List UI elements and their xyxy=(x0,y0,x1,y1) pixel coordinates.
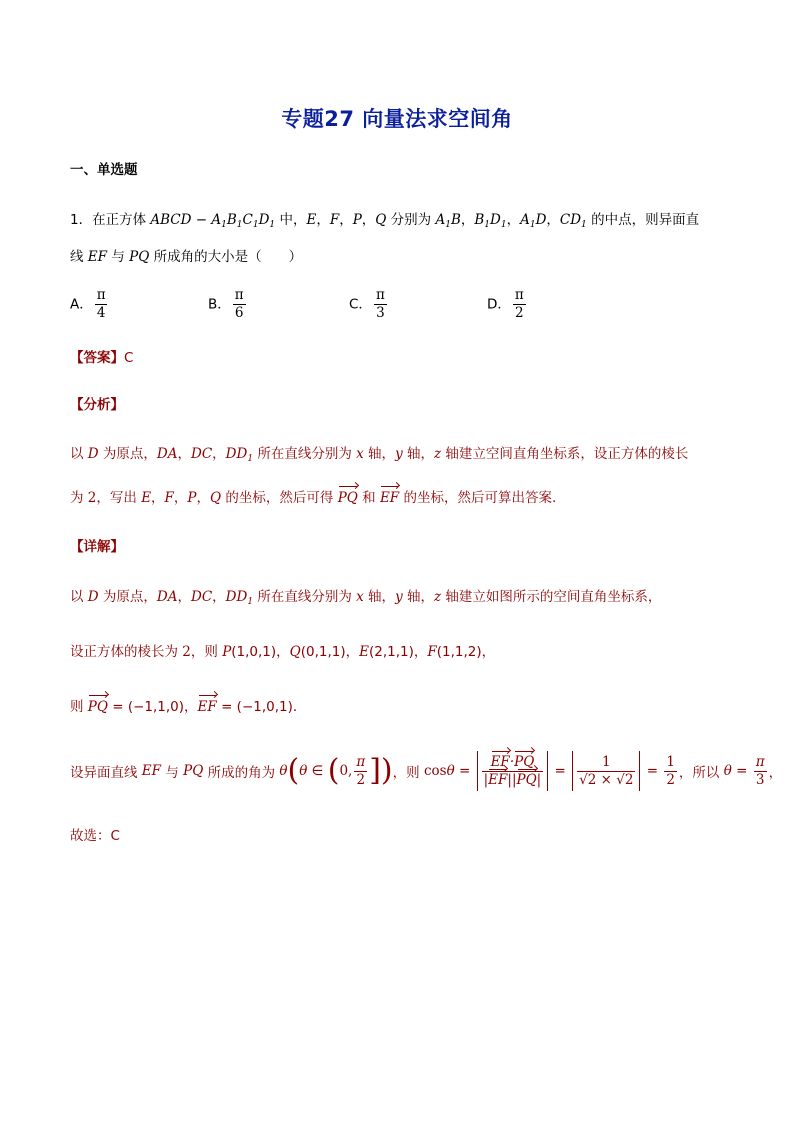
option-b-den: 6 xyxy=(234,305,244,321)
option-d-num: π xyxy=(514,287,524,303)
option-c-den: 3 xyxy=(376,305,385,321)
answer-row xyxy=(70,346,133,366)
option-c-num: π xyxy=(375,287,385,303)
question-number: 1． xyxy=(70,212,93,228)
analysis-line-1: 以 D 为原点，DA，DC，$DD_1$ 所在直线分别为 x 轴，y 轴，z 轴建立空间直角坐标系，设正方体的棱长 xyxy=(70,446,689,464)
option-b-num: π xyxy=(234,287,244,303)
option-a-den: 4 xyxy=(96,305,106,321)
stem-suffix: 所成角的大小是（ ） xyxy=(153,249,303,265)
detail-edge-text: 设正方体的棱长为 xyxy=(70,644,178,660)
option-c-letter: C． xyxy=(349,296,372,313)
answer-label: 【答案】 xyxy=(70,350,124,366)
detail-angle-intro: 设异面直线 xyxy=(70,765,138,781)
analysis-line-2: 为 2，写出 E，F，P，Q 的坐标，然后可得 PQ 和 EF 的坐标，然后可算出答案. xyxy=(70,490,557,506)
detail-line-1: 以 D 为原点，DA，DC，$DD_1$ 所在直线分别为 x 轴，y 轴，z 轴建立如图所示的空间直角坐标系， xyxy=(70,589,662,607)
conclusion-row xyxy=(70,824,120,844)
option-b[interactable] xyxy=(208,288,248,321)
question-stem-line-2: 线 EF 与 PQ 所成角的大小是（ ） xyxy=(70,249,303,265)
section-heading: 一、单选题 xyxy=(70,162,138,178)
detail-line-3: 则 PQ = (−1,1,0)，EF = (−1,0,1)． xyxy=(70,699,307,715)
option-d[interactable] xyxy=(487,288,528,321)
conclusion-value: C xyxy=(110,828,120,844)
page-title: 专题27 向量法求空间角 xyxy=(281,107,513,131)
option-a-letter: A． xyxy=(70,296,93,313)
analysis-label: 【分析】 xyxy=(70,397,124,413)
detail-so-text: ，所以 xyxy=(678,765,720,781)
detail-line-2: 设正方体的棱长为 2，则 P(1,0,1)，Q(0,1,1)，E(2,1,1)，F(1,1,2)， xyxy=(70,644,496,660)
option-a-num: π xyxy=(96,287,106,303)
option-d-den: 2 xyxy=(515,305,524,321)
detail-line-4: 设异面直线 EF 与 PQ 所成的角为 θ ( θ ∈ ( 0, $\frac{\pi}{2}$ ] ) ，则 cos θ = $\frac{EF\cdot PQ}{|EF||PQ|}$ = $\frac{1}{√2 \times √2}$ = $\frac{1}{2}$ ，所以 θ = $\frac{\pi}{3}$ ， xyxy=(70,748,782,794)
answer-value: C xyxy=(124,350,134,366)
option-a[interactable] xyxy=(70,288,110,321)
option-b-letter: B． xyxy=(208,296,231,313)
question-stem-line-1: 1．在正方体 ABCD − $A_1B_1C_1D_1$ 中，E，F，P，Q 分别为 $A_1B$，$B_1D_1$，$A_1D$，$CD_1$ 的中点，则异面直 xyxy=(70,212,700,230)
detail-label: 【详解】 xyxy=(70,539,124,555)
stem-prefix: 在正方体 xyxy=(92,212,147,228)
detail-then-text: 则 xyxy=(70,699,84,715)
option-d-letter: D． xyxy=(487,296,511,313)
option-c[interactable] xyxy=(349,288,389,321)
conclusion-label: 故选： xyxy=(70,828,111,844)
detail-angle-mid: 所成的角为 xyxy=(207,765,276,781)
